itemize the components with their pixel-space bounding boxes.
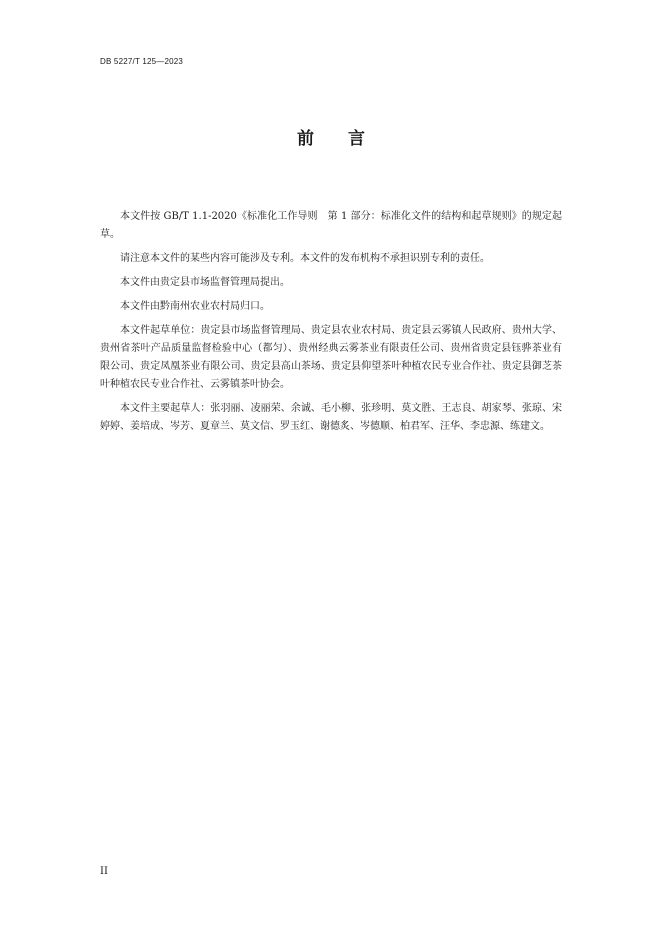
title-char-2: 言 (348, 129, 365, 149)
document-code: DB 5227/T 125—2023 (100, 57, 184, 66)
foreword-body (100, 208, 562, 442)
paragraph-drafters: 本文件主要起草人：张羽丽、凌丽荣、余诚、毛小柳、张珍明、莫文胜、王志良、胡家琴、张琼、宋婷婷、姜培成、岑芳、夏章兰、莫文信、罗玉红、谢德炙、岑德顺、柏君军、汪华、李忠源、练建文。 (100, 403, 562, 432)
paragraph-proposer: 本文件由贵定县市场监督管理局提出。 (120, 277, 290, 288)
paragraph-centralized-unit: 本文件由黔南州农业农村局归口。 (120, 301, 270, 312)
page-number: II (100, 866, 108, 877)
paragraph-patent-notice: 请注意本文件的某些内容可能涉及专利。本文件的发布机构不承担识别专利的责任。 (120, 253, 490, 264)
page-title (0, 124, 662, 149)
paragraph-drafting-units: 本文件起草单位：贵定县市场监督管理局、贵定县农业农村局、贵定县云雾镇人民政府、贵州大学、贵州省茶叶产品质量监督检验中心（都匀）、贵州经典云雾茶业有限责任公司、贵州省贵定县钰骅茶业有限公司、贵定凤凰茶业有限公司、贵定县高山茶场、贵定县仰望茶叶种植农民专业合作社、贵定县御芝茶叶种植农民专业合作社、云雾镇茶叶协会。 (100, 325, 562, 390)
paragraph-drafting-rules: 本文件按 GB/T 1.1-2020《标准化工作导则 第 1 部分：标准化文件的结构和起草规则》的规定起草。 (100, 211, 562, 240)
title-char-1: 前 (297, 129, 314, 149)
